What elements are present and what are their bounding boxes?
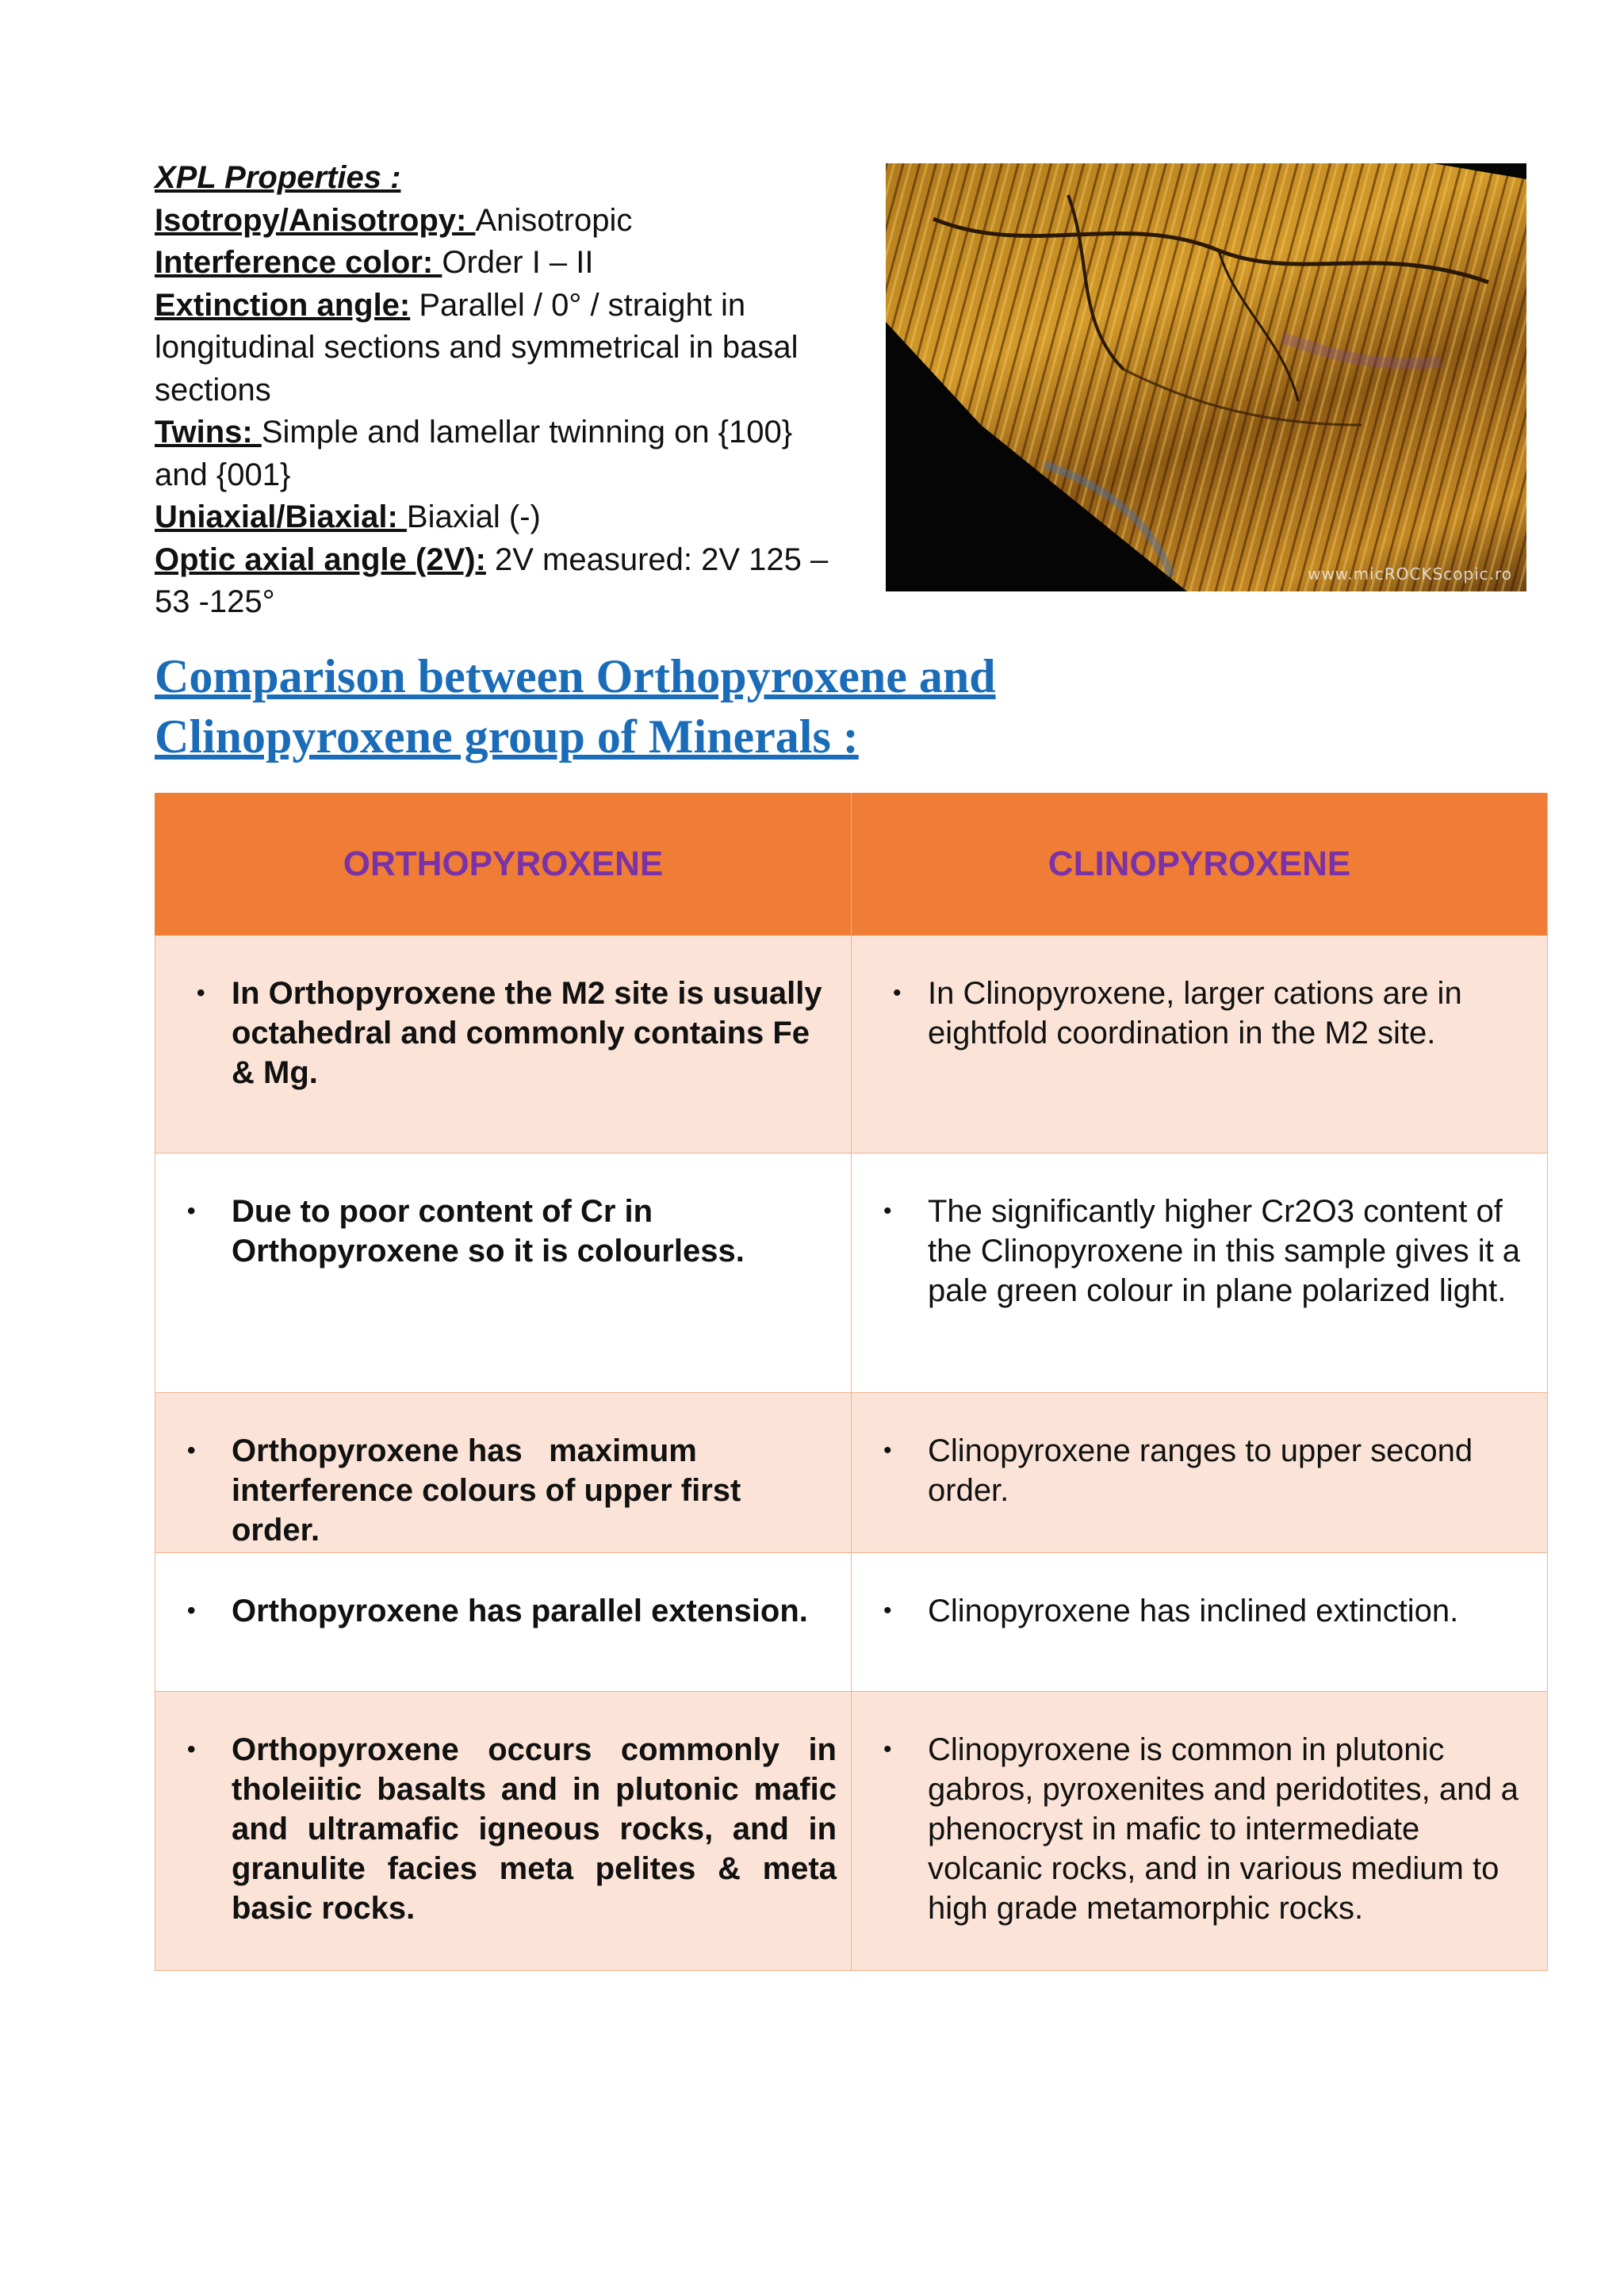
header-clinopyroxene (852, 794, 1548, 936)
bullet-icon: • (187, 1736, 196, 1762)
bullet-icon: • (893, 980, 902, 1006)
clino-cell (852, 1154, 1548, 1393)
property-value: Parallel / 0° / straight in longitudinal sections and symmetrical in basal sections (155, 287, 799, 408)
bullet-icon: • (883, 1598, 892, 1624)
bullet-icon: • (187, 1437, 196, 1464)
comparison-table (155, 793, 1548, 1971)
ortho-cell (155, 1393, 852, 1553)
table-row (155, 1692, 1548, 1971)
header-label: CLINOPYROXENE (1048, 844, 1351, 883)
property-extinction-angle (155, 285, 852, 412)
property-label: Interference color: (155, 245, 442, 280)
property-label: Optic axial angle (2V): (155, 541, 486, 577)
table-row (155, 1393, 1548, 1553)
clino-text: Clinopyroxene has inclined extinction. (928, 1594, 1459, 1628)
header-label: ORTHOPYROXENE (343, 844, 664, 883)
property-value: 2V measured: 2V 125 – 53 -125° (155, 541, 829, 619)
property-uniaxial-biaxial (155, 496, 852, 539)
table-row (155, 936, 1548, 1154)
image-watermark: www.micROCKScopic.ro (1308, 564, 1512, 584)
table-header-row (155, 794, 1548, 936)
ortho-cell (155, 936, 852, 1154)
clino-cell (852, 1553, 1548, 1692)
clino-cell (852, 936, 1548, 1154)
property-label: Extinction angle: (155, 287, 411, 323)
xpl-micrograph-image (886, 163, 1526, 591)
ortho-cell (155, 1692, 852, 1971)
property-value: Order I – II (442, 245, 594, 280)
clino-cell (852, 1692, 1548, 1971)
property-value: Biaxial (-) (406, 499, 541, 534)
property-value: Anisotropic (475, 202, 633, 238)
bullet-icon: • (187, 1598, 196, 1624)
bullet-icon: • (883, 1198, 892, 1224)
bullet-icon: • (883, 1736, 892, 1762)
bullet-icon: • (187, 1198, 196, 1224)
table-row (155, 1553, 1548, 1692)
clino-text: The significantly higher Cr2O3 content of the Clinopyroxene in this sample gives it a pale green colour in plane polarized light. (928, 1194, 1521, 1308)
micrograph-texture (886, 163, 1526, 591)
ortho-text: Due to poor content of Cr in Orthopyroxene so it is colourless. (232, 1194, 745, 1269)
ortho-text: Orthopyroxene occurs commonly in tholeiitic basalts and in plutonic mafic and ultramafic igneous rocks, and in granulite facies meta pelites & meta basic rocks. (232, 1732, 837, 1926)
property-twins (155, 411, 852, 496)
property-isotropy (155, 200, 852, 243)
ortho-text: In Orthopyroxene the M2 site is usually octahedral and commonly contains Fe & Mg. (232, 976, 822, 1090)
comparison-title: Comparison between Orthopyroxene and Clinopyroxene group of Minerals : (155, 650, 996, 763)
clino-cell (852, 1393, 1548, 1553)
xpl-properties (155, 157, 852, 624)
property-label: Isotropy/Anisotropy: (155, 202, 476, 238)
property-label: Twins: (155, 415, 262, 450)
property-interference-color (155, 242, 852, 285)
ortho-text: Orthopyroxene has parallel extension. (232, 1594, 808, 1628)
property-value: Simple and lamellar twinning on {100} and {001} (155, 415, 793, 492)
bullet-icon: • (197, 980, 205, 1006)
clino-text: Clinopyroxene ranges to upper second order. (928, 1433, 1473, 1508)
header-orthopyroxene (155, 794, 852, 936)
clino-text: In Clinopyroxene, larger cations are in eightfold coordination in the M2 site. (928, 976, 1462, 1050)
clino-text: Clinopyroxene is common in plutonic gabros, pyroxenites and peridotites, and a phenocryst in mafic to intermediate volcanic rocks, and in various medium to high grade metamorphic rocks. (928, 1732, 1519, 1926)
ortho-cell (155, 1553, 852, 1692)
table-row (155, 1154, 1548, 1393)
ortho-cell (155, 1154, 852, 1393)
bullet-icon: • (883, 1437, 892, 1464)
xpl-heading: XPL Properties : (155, 160, 401, 195)
ortho-text: Orthopyroxene has maximum interference colours of upper first order. (232, 1433, 750, 1548)
property-label: Uniaxial/Biaxial: (155, 499, 407, 534)
property-optic-axial-angle (155, 539, 852, 624)
